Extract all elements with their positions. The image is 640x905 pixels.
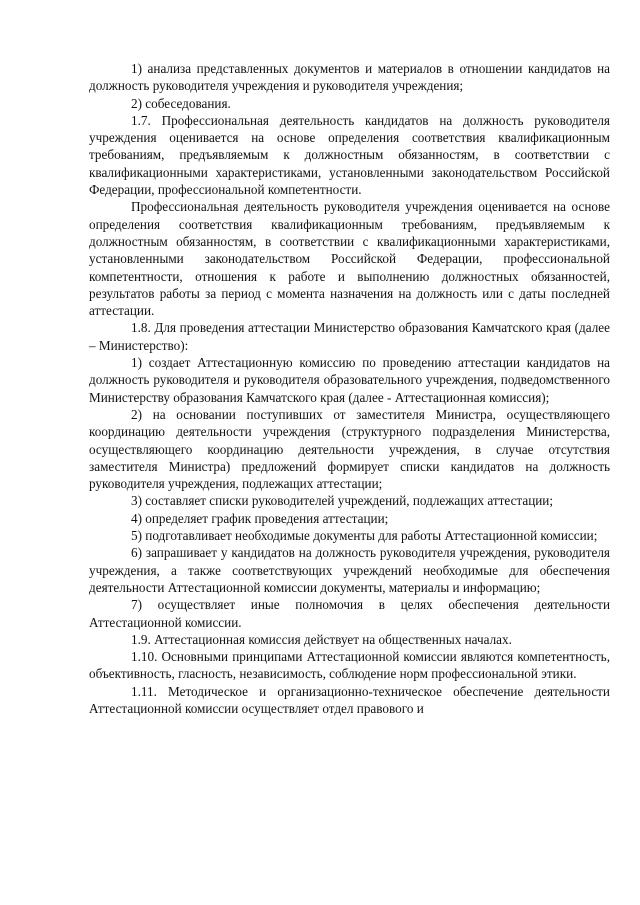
paragraph-1-8-7: 7) осуществляет иные полномочия в целях обеспечения деятельности Аттестационной комиссии. <box>89 597 610 630</box>
document-body <box>89 60 610 717</box>
paragraph-1-10: 1.10. Основными принципами Аттестационной комиссии являются компетентность, объективность, гласность, независимость, соблюдение норм профессиональной этики. <box>89 649 610 682</box>
paragraph-1-8: 1.8. Для проведения аттестации Министерство образования Камчатского края (далее – Министерство): <box>89 320 610 353</box>
paragraph-1-8-1: 1) создает Аттестационную комиссию по проведению аттестации кандидатов на должность руководителя и руководителя образовательного учреждения, подведомственного Министерству образования Камчатского края (далее - Аттестационная комиссия); <box>89 355 610 405</box>
paragraph-1-8-5: 5) подготавливает необходимые документы для работы Аттестационной комиссии; <box>131 528 598 544</box>
paragraph-1-7-cont: Профессиональная деятельность руководителя учреждения оценивается на основе определения соответствия квалификационным требованиям, предъявляемым к должностным обязанностям, в соответствии с квалификационными характеристиками, установленными законодательством Российской Федерации, профессиональной компетентности, отношения к работе и выполнению должностных обязанностей, результатов работы за период с момента назначения на должность или с даты последней аттестации. <box>89 199 610 319</box>
paragraph-1-8-6: 6) запрашивает у кандидатов на должность руководителя учреждения, руководителя учреждения, а также соответствующих учреждений необходимые для обеспечения деятельности Аттестационной комиссии документы, материалы и информацию; <box>89 545 610 595</box>
paragraph-1-11: 1.11. Методическое и организационно-техническое обеспечение деятельности Аттестационной комиссии осуществляет отдел правового и <box>89 683 610 716</box>
paragraph-1-7: 1.7. Профессиональная деятельность кандидатов на должность руководителя учреждения оценивается на основе определения соответствия квалификационным требованиям, предъявляемым к должностным обязанностям, в соответствии с квалификационными характеристиками, установленными законодательством Российской Федерации, профессиональной компетентности. <box>89 112 610 198</box>
paragraph-1-2: 2) собеседования. <box>131 95 231 111</box>
paragraph-1-9: 1.9. Аттестационная комиссия действует на общественных началах. <box>131 631 512 647</box>
paragraph-1-8-3: 3) составляет списки руководителей учреждений, подлежащих аттестации; <box>131 493 554 509</box>
paragraph-1-8-4: 4) определяет график проведения аттестации; <box>131 510 389 526</box>
paragraph-1-1: 1) анализа представленных документов и материалов в отношении кандидатов на должность руководителя учреждения и руководителя учреждения; <box>89 61 610 94</box>
paragraph-1-8-2: 2) на основании поступивших от заместителя Министра, осуществляющего координацию деятельности учреждения (структурного подразделения Министерства, осуществляющего координацию деятельности учреждения, в случае отсутствия заместителя Министра) предложений формирует списки кандидатов на должность руководителя учреждения, подлежащих аттестации; <box>89 406 610 492</box>
